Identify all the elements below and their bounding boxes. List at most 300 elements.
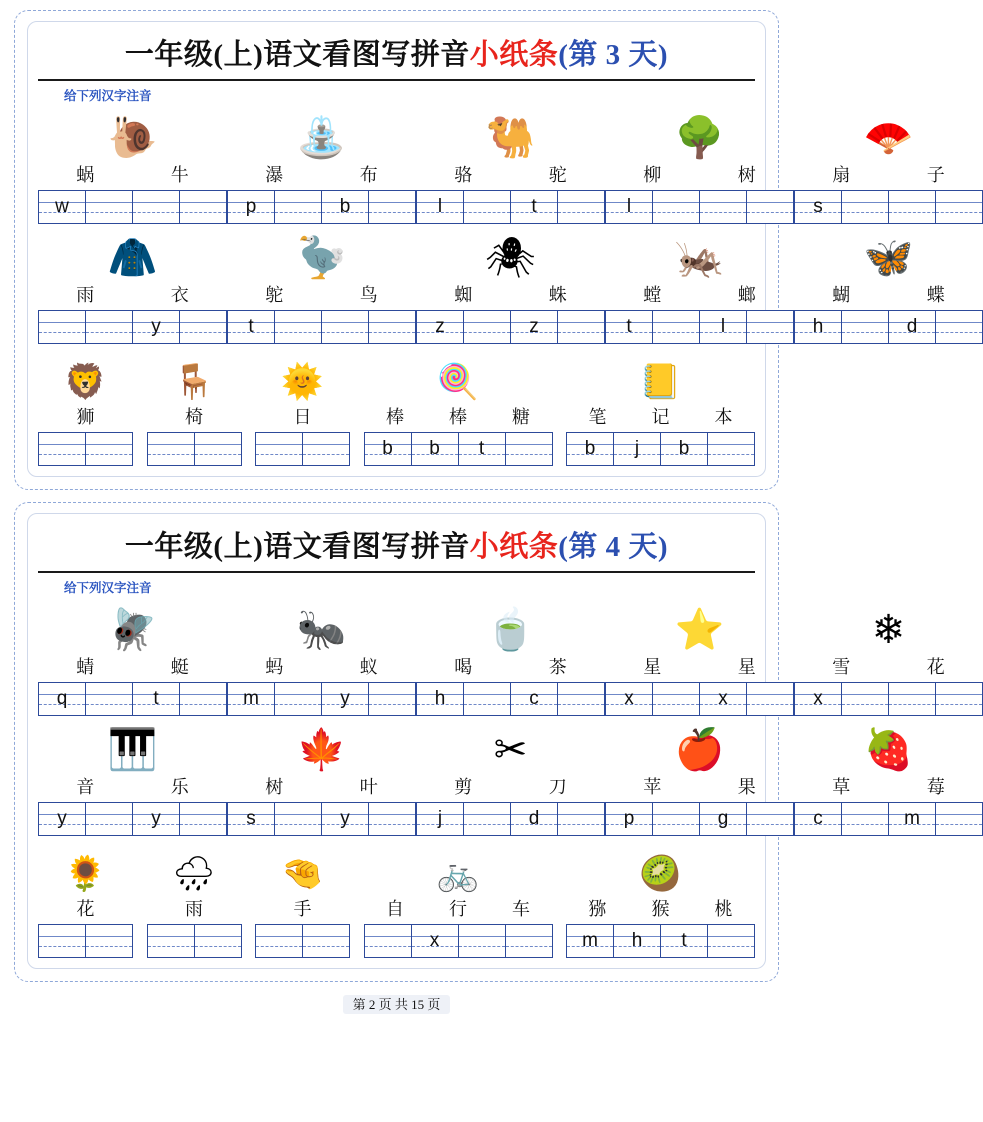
pinyin-box[interactable] — [652, 310, 700, 344]
pinyin-box-group[interactable] — [605, 802, 794, 836]
pinyin-box-group[interactable] — [794, 802, 983, 836]
pinyin-letter — [708, 925, 754, 957]
pinyin-box[interactable] — [85, 190, 133, 224]
pinyin-box[interactable] — [416, 190, 464, 224]
bicycle-icon: 🚲 — [436, 856, 480, 893]
pinyin-box[interactable] — [274, 802, 322, 836]
pinyin-box-group[interactable] — [38, 924, 133, 958]
hanzi-char: 椅 — [185, 407, 203, 427]
pinyin-box[interactable] — [368, 802, 416, 836]
pinyin-box-group[interactable] — [38, 190, 227, 224]
pinyin-letter: t — [248, 316, 254, 337]
pinyin-letter — [936, 683, 982, 715]
pinyin-box[interactable] — [888, 310, 936, 344]
dragonfly-icon: 🪰 — [107, 607, 158, 652]
hanzi-char: 树 — [265, 777, 284, 797]
pinyin-letter — [256, 925, 302, 957]
exercise-item — [38, 106, 227, 224]
pinyin-box[interactable] — [38, 924, 86, 958]
pinyin-box[interactable] — [274, 310, 322, 344]
hanzi-label — [227, 281, 416, 307]
pinyin-letter: m — [904, 808, 920, 829]
exercise-row — [38, 598, 945, 716]
hanzi-char: 树 — [737, 165, 756, 185]
pinyin-box[interactable] — [38, 682, 86, 716]
hanzi-label — [38, 653, 227, 679]
hanzi-label — [227, 653, 416, 679]
hanzi-char: 蜗 — [76, 165, 95, 185]
pinyin-box-group[interactable] — [255, 924, 350, 958]
hanzi-label — [605, 281, 794, 307]
pinyin-box[interactable] — [85, 924, 133, 958]
pinyin-box[interactable] — [85, 310, 133, 344]
exercise-item — [255, 840, 350, 958]
exercise-item — [416, 226, 605, 344]
pinyin-letter — [39, 311, 85, 343]
pinyin-box[interactable] — [194, 432, 242, 466]
pinyin-letter: b — [382, 438, 393, 459]
pinyin-box[interactable] — [132, 190, 180, 224]
hanzi-char: 果 — [737, 777, 756, 797]
pinyin-box[interactable] — [613, 924, 661, 958]
pinyin-box-group[interactable] — [147, 432, 242, 466]
exercise-item — [566, 840, 755, 958]
hanzi-char: 剪 — [454, 777, 473, 797]
hanzi-label — [416, 281, 605, 307]
pinyin-box[interactable] — [841, 310, 889, 344]
pinyin-box[interactable] — [605, 190, 653, 224]
pinyin-box[interactable] — [794, 190, 842, 224]
pinyin-box[interactable] — [505, 432, 553, 466]
hanzi-char: 叶 — [359, 777, 378, 797]
pinyin-box[interactable] — [227, 802, 275, 836]
pinyin-letter — [700, 191, 746, 223]
exercise-item — [364, 348, 553, 466]
hanzi-char: 手 — [293, 899, 312, 919]
pinyin-box[interactable] — [652, 802, 700, 836]
pinyin-box[interactable] — [416, 682, 464, 716]
hanzi-label — [364, 895, 553, 921]
page-title — [42, 524, 751, 565]
pinyin-box-group[interactable] — [227, 190, 416, 224]
pinyin-letter — [747, 311, 793, 343]
pinyin-box[interactable] — [194, 924, 242, 958]
pinyin-box[interactable] — [605, 310, 653, 344]
pinyin-box[interactable] — [660, 432, 708, 466]
pinyin-box[interactable] — [463, 190, 511, 224]
pinyin-box-group[interactable] — [566, 924, 755, 958]
butterfly-icon: 🦋 — [863, 235, 914, 280]
pinyin-box[interactable] — [85, 682, 133, 716]
pinyin-box-group[interactable] — [605, 310, 794, 344]
page-number-label: 第 2 页 共 15 页 — [343, 995, 451, 1014]
pinyin-letter — [369, 683, 415, 715]
folding-fan-icon: 🪭 — [863, 115, 914, 160]
exercise-item — [147, 348, 242, 466]
exercise-item — [147, 840, 242, 958]
hanzi-label — [255, 895, 350, 921]
pinyin-box[interactable] — [227, 190, 275, 224]
pinyin-box[interactable] — [38, 802, 86, 836]
hanzi-char: 子 — [926, 165, 945, 185]
hanzi-char: 猴 — [651, 899, 670, 919]
pinyin-letter: t — [478, 438, 485, 459]
pinyin-box[interactable] — [147, 432, 195, 466]
pinyin-box-group[interactable] — [794, 190, 983, 224]
pinyin-box[interactable] — [321, 802, 369, 836]
pinyin-box[interactable] — [364, 924, 412, 958]
pinyin-box[interactable] — [38, 190, 86, 224]
pinyin-letter — [889, 683, 935, 715]
hanzi-char: 蚂 — [265, 657, 284, 677]
pinyin-box[interactable] — [302, 924, 350, 958]
sheet-title-row — [38, 522, 755, 573]
hanzi-label — [38, 773, 227, 799]
pinyin-box[interactable] — [505, 924, 553, 958]
hanzi-char: 音 — [76, 777, 95, 797]
pinyin-box[interactable] — [566, 432, 614, 466]
exercise-item — [566, 348, 755, 466]
pinyin-box[interactable] — [368, 190, 416, 224]
pinyin-box-group[interactable] — [38, 432, 133, 466]
pinyin-letter — [39, 433, 85, 465]
pinyin-box[interactable] — [463, 682, 511, 716]
hanzi-char: 衣 — [170, 285, 189, 305]
pinyin-box[interactable] — [935, 802, 983, 836]
pinyin-box[interactable] — [699, 682, 747, 716]
title-day: (第 4 天) — [558, 531, 669, 563]
pinyin-letter — [747, 191, 793, 223]
pinyin-letter: b — [429, 438, 440, 459]
hanzi-char: 螳 — [643, 285, 662, 305]
hanzi-char: 瀑 — [265, 165, 284, 185]
pinyin-box[interactable] — [179, 310, 227, 344]
pinyin-box[interactable] — [255, 924, 303, 958]
pinyin-letter: y — [57, 808, 67, 829]
pinyin-box[interactable] — [132, 802, 180, 836]
pinyin-letter — [369, 311, 415, 343]
pinyin-letter — [322, 311, 368, 343]
pinyin-box[interactable] — [38, 432, 86, 466]
pinyin-box[interactable] — [935, 190, 983, 224]
hanzi-char: 星 — [643, 657, 662, 677]
exercise-item — [416, 598, 605, 716]
worksheet-sheet — [14, 10, 945, 490]
snowflake-icon: ❄ — [871, 607, 906, 652]
kiwi-icon: 🥝 — [639, 856, 682, 893]
hanzi-char: 糖 — [512, 407, 530, 427]
hanzi-char: 蝶 — [926, 285, 945, 305]
pinyin-box[interactable] — [321, 190, 369, 224]
pinyin-box-group[interactable] — [255, 432, 350, 466]
pinyin-letter — [464, 683, 510, 715]
pinyin-box[interactable] — [935, 310, 983, 344]
pinyin-letter — [842, 683, 888, 715]
camel-icon: 🐫 — [485, 115, 536, 160]
exercise-item — [227, 106, 416, 224]
pinyin-letter — [86, 191, 132, 223]
pinyin-letter — [889, 191, 935, 223]
scissors-icon: ✂ — [493, 727, 528, 772]
pinyin-box-group[interactable] — [147, 924, 242, 958]
pinyin-box[interactable] — [227, 682, 275, 716]
pinyin-box[interactable] — [605, 682, 653, 716]
pinyin-box[interactable] — [660, 924, 708, 958]
pinyin-box[interactable] — [416, 802, 464, 836]
hanzi-label — [794, 773, 983, 799]
pinyin-box[interactable] — [85, 802, 133, 836]
pinyin-letter — [365, 925, 411, 957]
pinyin-box[interactable] — [746, 190, 794, 224]
pinyin-letter: t — [153, 688, 159, 709]
exercise-item — [38, 226, 227, 344]
exercise-item — [794, 718, 983, 836]
pinyin-box[interactable] — [364, 432, 412, 466]
pinyin-box[interactable] — [699, 190, 747, 224]
pinyin-box[interactable] — [794, 682, 842, 716]
star-icon: ⭐ — [674, 607, 725, 652]
pinyin-box[interactable] — [794, 310, 842, 344]
pinyin-box[interactable] — [557, 190, 605, 224]
pinyin-letter — [506, 433, 552, 465]
pinyin-box[interactable] — [510, 682, 558, 716]
hanzi-label — [794, 653, 983, 679]
hanzi-char: 螂 — [737, 285, 756, 305]
title-highlight: 小纸条 — [469, 39, 559, 71]
pinyin-box-group[interactable] — [416, 682, 605, 716]
pinyin-box[interactable] — [888, 682, 936, 716]
pinyin-box-group[interactable] — [566, 432, 755, 466]
pinyin-letter: c — [529, 688, 539, 709]
pinyin-letter — [842, 311, 888, 343]
pinyin-box[interactable] — [566, 924, 614, 958]
pinyin-box[interactable] — [38, 310, 86, 344]
pinyin-box[interactable] — [179, 802, 227, 836]
hanzi-label — [794, 281, 983, 307]
pinyin-letter — [459, 925, 505, 957]
willow-tree-icon: 🌳 — [674, 115, 725, 160]
exercise-item — [794, 598, 983, 716]
pinyin-letter — [842, 803, 888, 835]
pinyin-letter: j — [634, 438, 640, 459]
pinyin-box-group[interactable] — [416, 190, 605, 224]
hanzi-label — [416, 773, 605, 799]
pinyin-box-group[interactable] — [38, 310, 227, 344]
pinyin-box-group[interactable] — [364, 432, 553, 466]
teacup-icon: 🍵 — [485, 607, 536, 652]
sheet-title-row — [38, 30, 755, 81]
pinyin-box[interactable] — [888, 802, 936, 836]
pinyin-letter — [275, 191, 321, 223]
pinyin-box[interactable] — [85, 432, 133, 466]
pinyin-box[interactable] — [510, 190, 558, 224]
hanzi-char: 猕 — [588, 899, 607, 919]
pinyin-box[interactable] — [458, 432, 506, 466]
pinyin-box-group[interactable] — [416, 802, 605, 836]
exercise-item — [38, 348, 133, 466]
pinyin-box[interactable] — [458, 924, 506, 958]
pinyin-letter: d — [528, 808, 540, 829]
title-main: 一年级(上)语文看图写拼音 — [124, 39, 470, 71]
pinyin-box[interactable] — [179, 190, 227, 224]
pinyin-letter — [86, 433, 132, 465]
pinyin-box[interactable] — [841, 682, 889, 716]
pinyin-box[interactable] — [935, 682, 983, 716]
pinyin-box[interactable] — [699, 802, 747, 836]
pinyin-box[interactable] — [227, 310, 275, 344]
pinyin-letter: h — [631, 930, 643, 951]
pinyin-box[interactable] — [746, 310, 794, 344]
pinyin-box[interactable] — [841, 802, 889, 836]
pinyin-box[interactable] — [557, 802, 605, 836]
pinyin-letter: h — [812, 316, 824, 337]
pinyin-box[interactable] — [746, 802, 794, 836]
pinyin-letter — [747, 803, 793, 835]
pinyin-box[interactable] — [699, 310, 747, 344]
mantis-icon: 🦗 — [674, 235, 725, 280]
pinyin-letter — [195, 925, 241, 957]
hanzi-char: 车 — [512, 899, 530, 919]
pinyin-letter: t — [681, 930, 687, 951]
pinyin-box[interactable] — [652, 682, 700, 716]
notebook-icon: 📒 — [639, 364, 682, 401]
pinyin-letter: m — [582, 930, 598, 951]
exercise-item — [416, 718, 605, 836]
pinyin-letter — [39, 925, 85, 957]
spider-icon: 🕷 — [485, 235, 536, 280]
pinyin-box-group[interactable] — [227, 310, 416, 344]
hanzi-label — [147, 895, 242, 921]
hanzi-char: 牛 — [170, 165, 189, 185]
hanzi-char: 柳 — [643, 165, 662, 185]
pinyin-letter — [180, 683, 226, 715]
pinyin-box-group[interactable] — [38, 802, 227, 836]
instruction-label: 给下列汉字注音 — [64, 89, 152, 103]
pinyin-letter: x — [624, 688, 634, 709]
worksheet-sheet — [14, 502, 945, 982]
exercise-item — [255, 348, 350, 466]
pinyin-box[interactable] — [794, 802, 842, 836]
apple-icon: 🍎 — [674, 727, 725, 772]
pinyin-letter: t — [531, 196, 537, 217]
pinyin-box[interactable] — [321, 310, 369, 344]
hanzi-char: 蛛 — [548, 285, 567, 305]
pinyin-box[interactable] — [179, 682, 227, 716]
chair-icon: 🪑 — [172, 364, 216, 401]
pinyin-box[interactable] — [510, 802, 558, 836]
hanzi-char: 日 — [293, 407, 312, 427]
pinyin-box[interactable] — [132, 310, 180, 344]
pinyin-box-group[interactable] — [227, 682, 416, 716]
pinyin-box-group[interactable] — [605, 190, 794, 224]
pinyin-box[interactable] — [368, 310, 416, 344]
sheet-inner-frame — [27, 513, 945, 969]
pinyin-box[interactable] — [652, 190, 700, 224]
pinyin-box[interactable] — [302, 432, 350, 466]
pinyin-box[interactable] — [411, 432, 459, 466]
pinyin-box[interactable] — [463, 310, 511, 344]
pinyin-box[interactable] — [707, 924, 755, 958]
pinyin-box[interactable] — [510, 310, 558, 344]
hanzi-char: 蚁 — [359, 657, 378, 677]
pinyin-box[interactable] — [274, 190, 322, 224]
pinyin-box-group[interactable] — [605, 682, 794, 716]
pinyin-box[interactable] — [147, 924, 195, 958]
pinyin-letter: y — [340, 808, 350, 829]
pinyin-box[interactable] — [255, 432, 303, 466]
title-day: (第 3 天) — [558, 39, 669, 71]
hanzi-char: 笔 — [588, 407, 607, 427]
pinyin-box[interactable] — [557, 310, 605, 344]
pinyin-letter — [653, 191, 699, 223]
ostrich-icon: 🦤 — [296, 235, 347, 280]
hanzi-char: 扇 — [832, 165, 851, 185]
hanzi-char: 棒 — [449, 407, 467, 427]
pinyin-letter — [653, 311, 699, 343]
pinyin-letter — [653, 803, 699, 835]
pinyin-box-group[interactable] — [38, 682, 227, 716]
pinyin-letter — [369, 191, 415, 223]
pinyin-letter — [275, 683, 321, 715]
pinyin-box[interactable] — [888, 190, 936, 224]
hanzi-label — [227, 161, 416, 187]
piano-keys-icon: 🎹 — [107, 727, 158, 772]
snail-icon: 🐌 — [107, 115, 158, 160]
pinyin-box[interactable] — [746, 682, 794, 716]
exercise-item — [605, 718, 794, 836]
pinyin-letter — [303, 433, 349, 465]
pinyin-box-group[interactable] — [794, 310, 983, 344]
pinyin-box-group[interactable] — [227, 802, 416, 836]
pinyin-letter — [464, 191, 510, 223]
pinyin-letter: c — [813, 808, 823, 829]
pinyin-box[interactable] — [411, 924, 459, 958]
hanzi-char: 星 — [737, 657, 756, 677]
exercise-item — [605, 598, 794, 716]
hanzi-char: 驼 — [548, 165, 567, 185]
pinyin-letter: w — [55, 196, 69, 217]
ant-icon: 🐜 — [296, 607, 347, 652]
pinyin-box-group[interactable] — [794, 682, 983, 716]
pinyin-box[interactable] — [463, 802, 511, 836]
pinyin-box[interactable] — [321, 682, 369, 716]
pinyin-box[interactable] — [605, 802, 653, 836]
pinyin-letter: b — [584, 438, 596, 459]
pinyin-box[interactable] — [416, 310, 464, 344]
pinyin-box[interactable] — [613, 432, 661, 466]
pinyin-box[interactable] — [707, 432, 755, 466]
title-main: 一年级(上)语文看图写拼音 — [124, 531, 470, 563]
exercise-row — [38, 348, 755, 466]
pinyin-box-group[interactable] — [416, 310, 605, 344]
sun-icon: 🌞 — [281, 364, 324, 401]
pinyin-box[interactable] — [274, 682, 322, 716]
pinyin-box[interactable] — [132, 682, 180, 716]
exercise-row — [38, 718, 945, 836]
pinyin-box-group[interactable] — [364, 924, 553, 958]
hanzi-char: 苹 — [643, 777, 662, 797]
hanzi-char: 雪 — [832, 657, 851, 677]
exercise-item — [364, 840, 553, 958]
hanzi-char: 蜻 — [76, 657, 95, 677]
pinyin-letter: b — [339, 196, 351, 217]
hanzi-label — [605, 653, 794, 679]
pinyin-box[interactable] — [841, 190, 889, 224]
pinyin-box[interactable] — [368, 682, 416, 716]
exercise-item — [38, 840, 133, 958]
pinyin-box[interactable] — [557, 682, 605, 716]
exercise-item — [605, 226, 794, 344]
